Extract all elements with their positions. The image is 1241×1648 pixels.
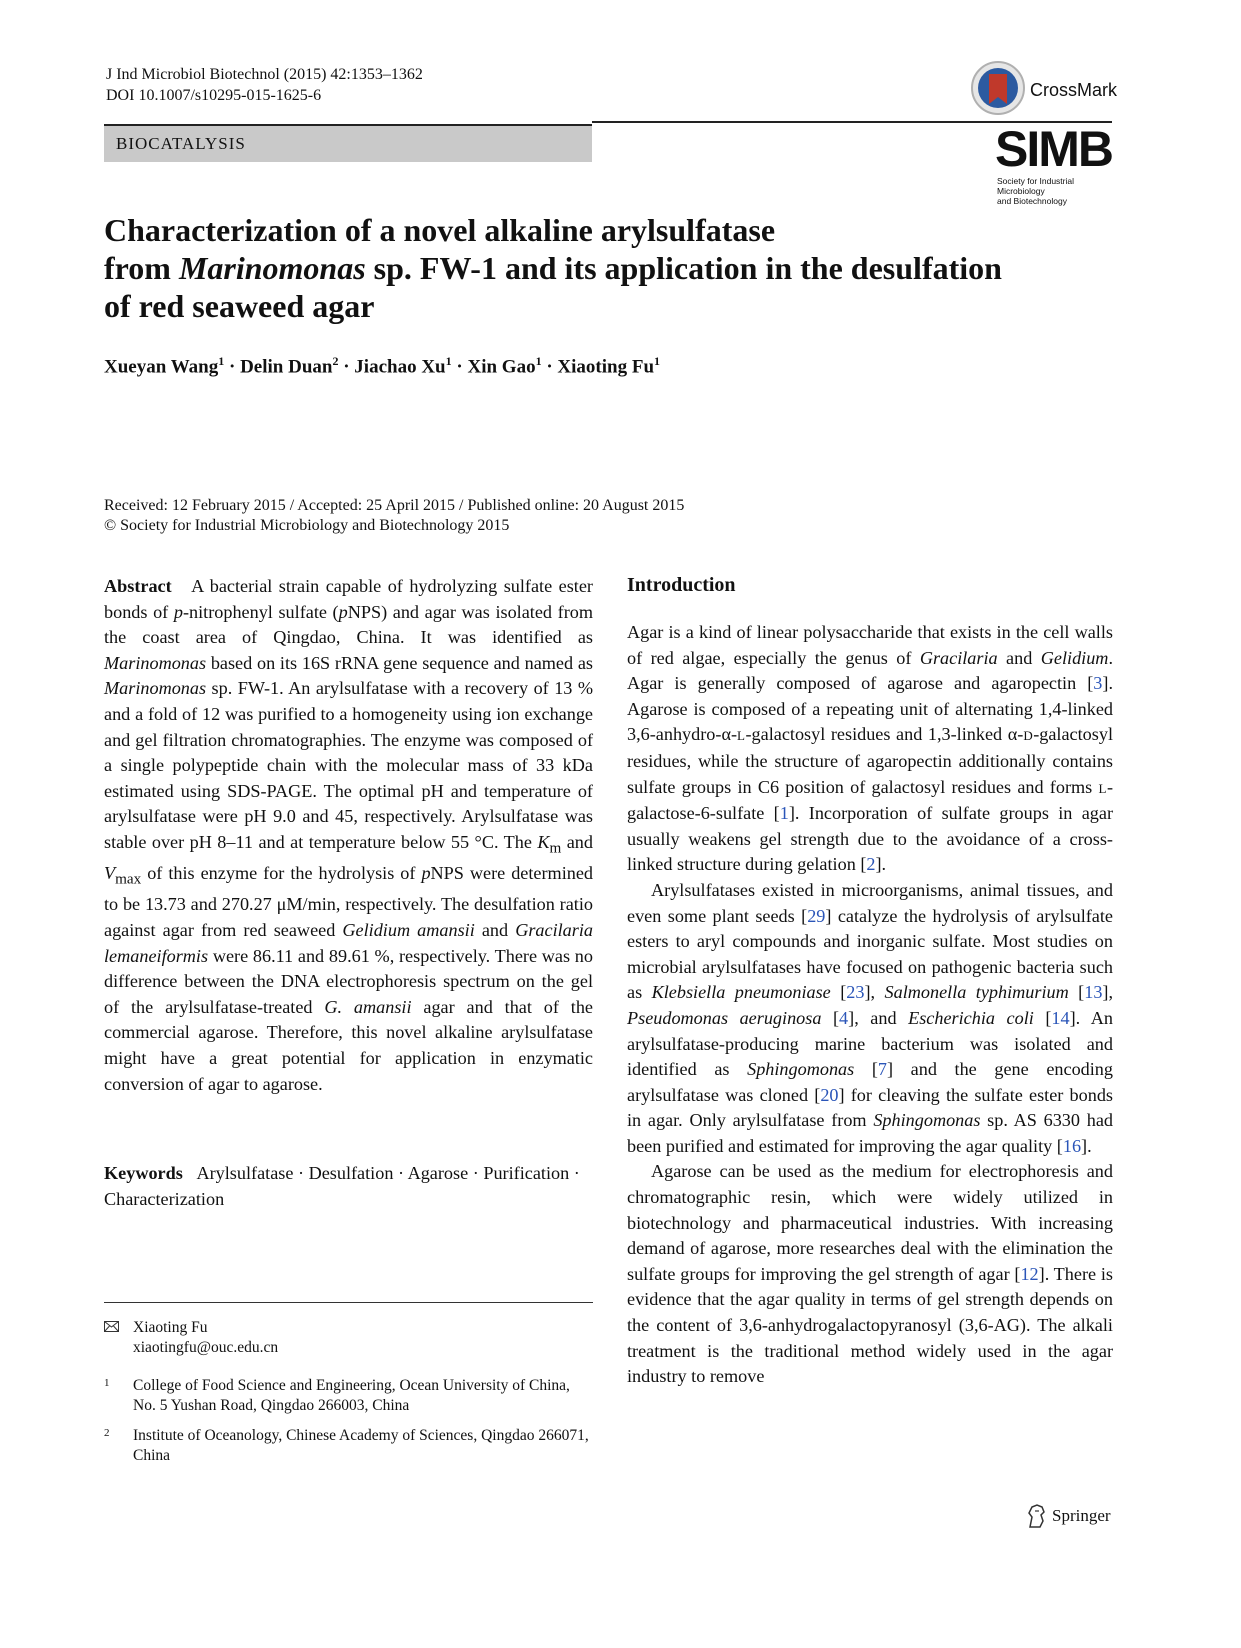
section-label: BIOCATALYSIS [116,134,246,153]
intro-text: ]. [1081,1135,1092,1156]
title-text: from [104,250,179,286]
simb-subtitle-line1: Society for Industrial Microbiology [997,176,1075,196]
author-separator: · [224,356,241,378]
author-affiliation: 1 [445,354,452,368]
springer-label: Springer [1052,1506,1111,1525]
affiliation-text: Institute of Oceanology, Chinese Academy of Sciences, Qingdao 266071, China [133,1427,589,1464]
intro-text: ] for cleaving the sulfate ester bonds in agar. Only arylsulfatase from [627,1084,1113,1131]
abstract-text: -nitrophenyl sulfate ( [182,601,339,622]
journal-citation [106,64,423,106]
intro-paragraph-3 [627,1159,1113,1389]
springer-horse-icon [1026,1503,1048,1529]
abstract-italic: Gelidium amansii [342,920,475,940]
title-line-1: Characterization of a novel alkaline arylsulfatase [104,212,776,248]
affiliation-number: 1 [104,1377,110,1389]
intro-text: ]. Incorporation of sulfate groups in agar usually weakens gel strength due to the avoidance of a cross-linked structure during gelation [ [627,803,1114,875]
small-caps: L [737,728,746,744]
citation-link[interactable]: 12 [1020,1263,1039,1284]
intro-text: [ [1033,1007,1052,1028]
keywords-text: Arylsulfatase · Desulfation · Agarose · Purification · Characterization [104,1163,580,1209]
simb-logo [995,121,1120,206]
intro-text: -galactosyl residues, while the structure of agaropectin additionally contains sulfate groups in C6 position of galactosyl residues and forms [627,724,1113,797]
intro-text: Agar is a kind of linear polysaccharide that exists in the cell walls of red algae, especially the genus of [627,622,1113,668]
abstract-italic: Marinomonas [104,678,207,699]
doi-line: DOI 10.1007/s10295-015-1625-6 [106,87,322,104]
author-affiliation: 2 [332,354,339,368]
intro-italic: Sphingomonas [873,1110,981,1131]
footnote-rule [104,1302,593,1303]
citation-link[interactable]: 14 [1051,1007,1070,1028]
corresponding-name: Xiaoting Fu [133,1319,208,1336]
abstract-text: NPS) and agar was isolated from the coast area of Qingdao, China. It was identified as [104,601,593,648]
intro-text: Agarose can be used as the medium for electrophoresis and chromatographic resin, which were widely utilized in biotechnology and pharmaceutical industries. With increasing demand of agarose, more researches deal with the elimination the sulfate groups for improving the gel strength of agar [ [627,1161,1113,1284]
abstract-subscript: m [549,839,562,857]
intro-text: Arylsulfatases existed in microorganisms, animal tissues, and even some plant seeds [ [627,879,1113,926]
abstract-text: of this enzyme for the hydrolysis of [141,863,422,884]
intro-text: ]. An arylsulfatase-producing marine bacterium was isolated and identified as [627,1007,1113,1080]
author-separator: · [541,356,558,378]
citation-link[interactable]: 29 [807,905,826,926]
section-bar [104,124,592,162]
author-name[interactable]: Xiaoting Fu [557,356,655,378]
abstract-subscript: max [115,870,142,888]
intro-text: ], and [848,1007,909,1028]
intro-italic: Salmonella typhimurium [884,982,1069,1003]
author-separator: · [451,356,468,378]
copyright-line: © Society for Industrial Microbiology and Biotechnology 2015 [104,517,510,534]
title-line-2 [104,249,1044,287]
crossmark-badge[interactable] [970,60,1120,116]
citation-link[interactable]: 20 [820,1084,839,1105]
envelope-icon [104,1321,119,1332]
abstract-italic: p [173,601,183,622]
intro-italic: Gracilaria [919,647,998,668]
simb-subtitle [997,176,1122,206]
abstract-text: sp. FW-1. An arylsulfatase with a recovery of 13 % and a fold of 12 was purified to a homogeneity using ion exchange and gel filtration chromatographies. The enzyme was composed of a single polypeptide chain with the molecular mass of 33 kDa estimated using SDS-PAGE. The optimal pH and temperature of arylsulfatase were pH 9.0 and 45, respectively. Arylsulfatase was stable over pH 8–11 and at temperature below 55 °C. The [104,678,593,852]
intro-italic: Klebsiella pneumoniase [651,982,831,1003]
introduction-heading: Introduction [627,574,736,596]
intro-text: sp. AS 6330 had been purified and estimated for improving the agar quality [ [627,1110,1113,1156]
affiliation-number: 2 [104,1427,110,1439]
title-text: sp. FW-1 and its application in the desulfation [365,250,1002,286]
citation-link[interactable]: 3 [1093,673,1103,694]
dates-line: Received: 12 February 2015 / Accepted: 25 April 2015 / Published online: 20 August 2015 [104,497,685,514]
abstract-italic: Gracilaria lemaneiformis [104,920,593,966]
abstract-text: A bacterial strain capable of hydrolyzing sulfate ester bonds of [104,576,593,622]
abstract-text: NPS were determined to be 13.73 and 270.27 μM/min, respectively. The desulfation ratio against agar from red seaweed [104,863,594,940]
citation-link[interactable]: 1 [779,803,789,824]
abstract-italic: p [421,863,431,884]
abstract-paragraph [104,574,593,1097]
simb-subtitle-line2: and Biotechnology [997,196,1067,206]
intro-text: ], [864,982,885,1003]
title-line-3: of red seaweed agar [104,288,375,324]
author-affiliation: 1 [218,354,225,368]
intro-text: ]. There is evidence that the agar quality in terms of gel strength depends on the content of 3,6-anhydrogalactopyranosyl (3,6-AG). The alkali treatment is the traditional method widely used in the agar industry to remove [627,1263,1113,1387]
abstract-text: were 86.11 and 89.61 %, respectively. There was no difference between the DNA electrophoresis spectrum on the gel of the arylsulfatase-treated [104,945,593,1017]
author-name[interactable]: Jiachao Xu [354,356,446,378]
intro-text: ] catalyze the hydrolysis of arylsulfate esters to aryl compounds and inorganic sulfate. Most studies on microbial arylsulfatases have focused on pathogenic bacteria such as [627,905,1113,1003]
journal-line: J Ind Microbiol Biotechnol (2015) 42:1353–1362 [106,66,423,83]
corresponding-details [133,1318,533,1358]
intro-italic: Gelidium [1040,647,1109,668]
abstract-text: and [561,831,593,852]
citation-link[interactable]: 16 [1062,1135,1082,1156]
small-caps: D [1023,728,1034,744]
publication-dates [104,496,684,536]
author-name[interactable]: Delin Duan [240,356,333,378]
intro-text: ] and the gene encoding arylsulfatase was cloned [ [627,1059,1113,1105]
springer-logo [1026,1503,1126,1531]
intro-text: ], [1102,982,1114,1003]
article-title [104,211,1044,325]
keywords-label: Keywords [104,1163,183,1183]
intro-text: ]. Agarose is composed of a repeating unit of alternating 1,4-linked 3,6-anhydro-α- [627,673,1113,745]
author-name[interactable]: Xin Gao [467,356,536,378]
intro-italic: Sphingomonas [747,1059,855,1080]
intro-text: ]. [875,854,887,875]
abstract-italic: Marinomonas [104,652,207,673]
abstract-italic: K [537,831,550,852]
abstract-italic: V [104,863,116,884]
author-separator: · [338,356,355,378]
abstract-italic: p [338,601,348,622]
intro-text: [ [854,1059,878,1080]
corresponding-email[interactable]: xiaotingfu@ouc.edu.cn [133,1339,279,1356]
keywords [104,1161,593,1212]
citation-link[interactable]: 4 [839,1007,849,1028]
affiliation-text: College of Food Science and Engineering, Ocean University of China, No. 5 Yushan Road, Qingdao 266003, China [133,1377,570,1414]
title-genus: Marinomonas [178,250,366,286]
intro-text: [ [830,982,847,1003]
introduction-body [627,620,1113,1390]
intro-text: -galactosyl residues and 1,3-linked α- [745,724,1024,745]
citation-link[interactable]: 7 [877,1059,887,1080]
intro-text: . Agar is generally composed of agarose and agaropectin [ [627,647,1113,694]
crossmark-icon [970,60,1026,116]
intro-text: [ [1068,982,1085,1003]
simb-wordmark: SIMB [995,121,1112,177]
citation-link[interactable]: 2 [866,854,876,875]
intro-italic: Escherichia coli [908,1007,1034,1028]
author-name[interactable]: Xueyan Wang [104,356,219,378]
abstract-text: agar and that of the commercial agarose. Therefore, this novel alkaline arylsulfatase might have a great potential for application in enzymatic conversion of agar to agarose. [104,996,593,1094]
author-list [104,354,660,378]
intro-text: [ [821,1007,840,1028]
intro-paragraph-2 [627,878,1113,1160]
citation-link[interactable]: 23 [846,982,865,1003]
intro-text: and [997,647,1041,668]
intro-paragraph-1 [627,620,1113,878]
abstract-label: Abstract [104,576,172,596]
crossmark-label: CrossMark [1030,80,1118,100]
abstract-text: based on its 16S rRNA gene sequence and named as [206,652,593,673]
abstract-italic: G. amansii [324,996,412,1017]
abstract-text: and [474,920,516,940]
citation-link[interactable]: 13 [1084,982,1103,1003]
intro-italic: Pseudomonas aeruginosa [627,1007,822,1028]
abstract [104,574,593,1097]
author-affiliation: 1 [535,354,542,368]
author-affiliation: 1 [654,354,661,368]
small-caps: L [1098,780,1107,796]
intro-text: -galactose-6-sulfate [ [627,776,1113,824]
